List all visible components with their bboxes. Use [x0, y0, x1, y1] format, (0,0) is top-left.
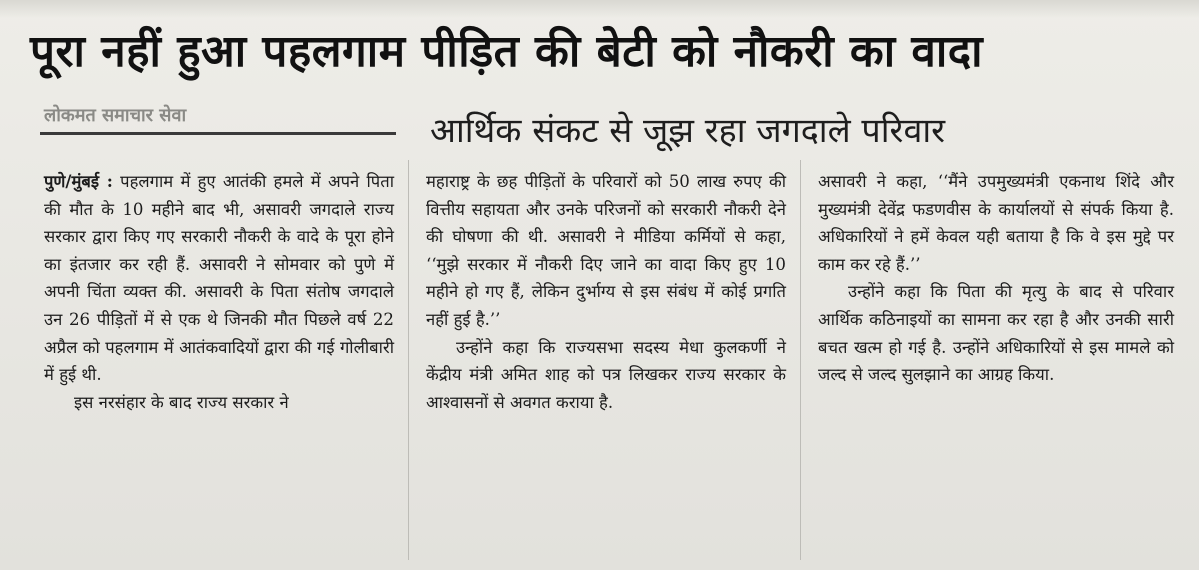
- source-underline-rule: [40, 132, 396, 135]
- paragraph-text: पहलगाम में हुए आतंकी हमले में अपने पिता की मौत के 10 महीने बाद भी, असावरी जगदाले राज्य सरकार द्वारा किए गए सरकारी नौकरी के वादे के पूरा होने का इंतजार कर रही हैं. असावरी ने सोमवार को पुणे में अपनी चिंता व्यक्त की. असावरी के पिता संतोष जगदाले उन 26 पीड़ितों में से एक थे जिनकी मौत पिछले वर्ष 22 अप्रैल को पहलगाम में आतंकवादियों द्वारा की गई गोलीबारी में हुई थी.: [44, 172, 394, 385]
- column-divider: [408, 160, 409, 560]
- article-paragraph: महाराष्ट्र के छह पीड़ितों के परिवारों को 50 लाख रुपए की वित्तीय सहायता और उनके परिजनों को सरकारी नौकरी देने की घोषणा की थी. असावरी ने मीडिया कर्मियों से कहा, ‘‘मुझे सरकार में नौकरी दिए जाने का वादा किए हुए 10 महीने हो गए हैं, लेकिन दुर्भाग्य से इस संबंध में कोई प्रगति नहीं हुई है.’’: [426, 172, 786, 329]
- article-paragraph: उन्होंने कहा कि राज्यसभा सदस्य मेधा कुलकर्णी ने केंद्रीय मंत्री अमित शाह को पत्र लिखकर राज्य सरकार के आश्वासनों से अवगत कराया है.: [426, 337, 786, 412]
- article-paragraph: [44, 168, 394, 389]
- article-column-1: [44, 168, 394, 416]
- headline: पूरा नहीं हुआ पहलगाम पीड़ित की बेटी को नौकरी का वादा: [30, 26, 984, 77]
- article-column-3: [818, 168, 1174, 389]
- news-source-credit: लोकमत समाचार सेवा: [44, 105, 187, 126]
- subheadline: आर्थिक संकट से जूझ रहा जगदाले परिवार: [430, 111, 946, 151]
- column-divider: [800, 160, 801, 560]
- article-paragraph: उन्होंने कहा कि पिता की मृत्यु के बाद से परिवार आर्थिक कठिनाइयों का सामना कर रहा है और उनकी सारी बचत खत्म हो गई है. उन्होंने अधिकारियों से इस मामले को जल्द से जल्द सुलझाने का आग्रह किया.: [818, 282, 1174, 385]
- dateline: पुणे/मुंबई :: [44, 171, 113, 191]
- article-paragraph: इस नरसंहार के बाद राज्य सरकार ने: [74, 392, 289, 412]
- article-paragraph: असावरी ने कहा, ‘‘मैंने उपमुख्यमंत्री एकनाथ शिंदे और मुख्यमंत्री देवेंद्र फडणवीस के कार्यालयों से संपर्क किया है. अधिकारियों ने हमें केवल यही बताया है कि वे इस मुद्दे पर काम कर रहे हैं.’’: [818, 172, 1174, 274]
- article-column-2: [426, 168, 786, 416]
- page-edge-shadow: [0, 0, 1199, 18]
